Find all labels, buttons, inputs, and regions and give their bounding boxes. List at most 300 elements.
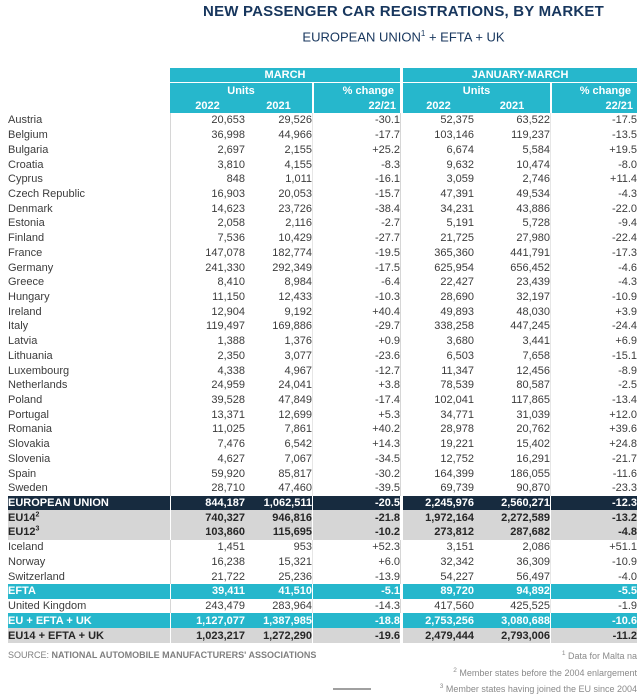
table-row — [8, 128, 637, 143]
row-label: Ireland — [8, 304, 170, 319]
bottom-rule-divider — [333, 688, 371, 690]
cell-jan-2022: 49,893 — [400, 304, 474, 319]
cell-march-2021: 1,011 — [245, 172, 312, 187]
cell-march-2021: 29,526 — [245, 113, 312, 128]
cell-jan-2021: 2,746 — [474, 172, 550, 187]
cell-jan-2021: 80,587 — [474, 378, 550, 393]
header-pct-march: % change — [312, 83, 400, 99]
cell-march-2022: 4,338 — [170, 363, 245, 378]
row-label: $EU14^2$ — [8, 510, 170, 525]
cell-march-2021: 169,886 — [245, 319, 312, 334]
cell-march-2022: 13,371 — [170, 407, 245, 422]
cell-jan-2022: 5,191 — [400, 216, 474, 231]
cell-jan-2022: 6,503 — [400, 349, 474, 364]
row-label: EU14 + EFTA + UK — [8, 628, 170, 643]
cell-jan-2021: 656,452 — [474, 260, 550, 275]
cell-march-2022: 7,476 — [170, 437, 245, 452]
cell-jan-pct: +11.4 — [550, 172, 637, 187]
cell-jan-2022: 6,674 — [400, 142, 474, 157]
table-row — [8, 628, 637, 643]
row-label: Norway — [8, 555, 170, 570]
footnote-1-sup: 1 — [561, 650, 566, 657]
table-row — [8, 569, 637, 584]
cell-march-pct: -13.9 — [312, 569, 400, 584]
cell-jan-2022: 2,753,256 — [400, 613, 474, 628]
header-year-march-2022: 2022 — [170, 99, 245, 113]
cell-jan-pct: -12.3 — [550, 496, 637, 511]
cell-jan-2022: 103,146 — [400, 128, 474, 143]
cell-march-pct: +6.0 — [312, 555, 400, 570]
cell-jan-pct: -10.9 — [550, 555, 637, 570]
cell-jan-2021: 31,039 — [474, 407, 550, 422]
footnote-2-sup: 2 — [453, 666, 457, 674]
cell-jan-2021: 49,534 — [474, 187, 550, 202]
row-label: EUROPEAN UNION — [8, 496, 170, 511]
cell-march-2022: 24,959 — [170, 378, 245, 393]
row-label: EU + EFTA + UK — [8, 613, 170, 628]
cell-jan-2022: 28,978 — [400, 422, 474, 437]
cell-march-pct: -21.8 — [312, 510, 400, 525]
header-years-row — [8, 99, 637, 113]
cell-jan-2022: 2,479,444 — [400, 628, 474, 643]
row-label: Lithuania — [8, 349, 170, 364]
table-row — [8, 187, 637, 202]
footnotes — [237, 647, 637, 697]
cell-jan-2022: 102,041 — [400, 393, 474, 408]
table-row — [8, 613, 637, 628]
header-year-march-2021: 2021 — [245, 99, 312, 113]
cell-jan-pct: -9.4 — [550, 216, 637, 231]
cell-jan-2021: 5,584 — [474, 142, 550, 157]
cell-jan-2022: 365,360 — [400, 245, 474, 260]
row-label: Portugal — [8, 407, 170, 422]
cell-jan-2021: 23,439 — [474, 275, 550, 290]
cell-march-pct: -15.7 — [312, 187, 400, 202]
cell-jan-2022: 3,059 — [400, 172, 474, 187]
cell-jan-2021: 56,497 — [474, 569, 550, 584]
cell-march-2022: 12,904 — [170, 304, 245, 319]
row-label: Iceland — [8, 540, 170, 555]
cell-jan-2022: 19,221 — [400, 437, 474, 452]
cell-jan-pct: -24.4 — [550, 319, 637, 334]
cell-jan-2021: 2,560,271 — [474, 496, 550, 511]
cell-march-2021: 4,155 — [245, 157, 312, 172]
table-row — [8, 349, 637, 364]
row-label: Poland — [8, 393, 170, 408]
footnote-3-text: Member states having joined the EU since 2004 — [443, 684, 637, 694]
cell-jan-2021: 425,525 — [474, 599, 550, 614]
cell-march-2022: 119,497 — [170, 319, 245, 334]
cell-march-2022: 2,350 — [170, 349, 245, 364]
header-pct-january-march: % change — [550, 83, 637, 99]
table-row — [8, 260, 637, 275]
cell-jan-pct: -10.9 — [550, 290, 637, 305]
cell-jan-2022: 78,539 — [400, 378, 474, 393]
cell-march-pct: +3.8 — [312, 378, 400, 393]
cell-jan-2022: 3,151 — [400, 540, 474, 555]
row-label: $EU12^3$ — [8, 525, 170, 540]
cell-march-2022: 16,903 — [170, 187, 245, 202]
cell-jan-2021: 36,309 — [474, 555, 550, 570]
table-row — [8, 231, 637, 246]
cell-jan-2021: 63,522 — [474, 113, 550, 128]
cell-jan-pct: -23.3 — [550, 481, 637, 496]
cell-march-2021: 2,116 — [245, 216, 312, 231]
cell-march-2022: 1,023,217 — [170, 628, 245, 643]
cell-jan-pct: -4.6 — [550, 260, 637, 275]
cell-jan-2021: 186,055 — [474, 466, 550, 481]
cell-jan-2022: 1,972,164 — [400, 510, 474, 525]
table-row — [8, 304, 637, 319]
cell-jan-2021: 441,791 — [474, 245, 550, 260]
cell-jan-2022: 11,347 — [400, 363, 474, 378]
cell-jan-pct: -22.4 — [550, 231, 637, 246]
cell-jan-2021: 32,197 — [474, 290, 550, 305]
cell-march-pct: -34.5 — [312, 452, 400, 467]
cell-jan-2021: 15,402 — [474, 437, 550, 452]
cell-march-pct: -30.2 — [312, 466, 400, 481]
cell-jan-pct: -13.4 — [550, 393, 637, 408]
cell-march-pct: -10.2 — [312, 525, 400, 540]
cell-march-2022: 21,722 — [170, 569, 245, 584]
cell-march-2021: 7,861 — [245, 422, 312, 437]
cell-march-2021: 12,699 — [245, 407, 312, 422]
cell-march-pct: +52.3 — [312, 540, 400, 555]
header-year-jan-2021: 2021 — [474, 99, 550, 113]
cell-march-2021: 15,321 — [245, 555, 312, 570]
subtitle-post: + EFTA + UK — [425, 29, 505, 45]
table-row — [8, 245, 637, 260]
table-row — [8, 319, 637, 334]
cell-march-2022: 844,187 — [170, 496, 245, 511]
cell-march-2021: 953 — [245, 540, 312, 555]
cell-jan-2021: 94,892 — [474, 584, 550, 599]
cell-march-pct: -10.3 — [312, 290, 400, 305]
table-row — [8, 201, 637, 216]
cell-jan-2021: 117,865 — [474, 393, 550, 408]
cell-march-pct: -19.6 — [312, 628, 400, 643]
row-label: Croatia — [8, 157, 170, 172]
cell-march-pct: -20.5 — [312, 496, 400, 511]
cell-jan-pct: -2.5 — [550, 378, 637, 393]
table-row — [8, 481, 637, 496]
cell-march-2022: 8,410 — [170, 275, 245, 290]
row-label: Hungary — [8, 290, 170, 305]
row-label: Latvia — [8, 334, 170, 349]
subtitle-pre: EUROPEAN UNION — [302, 29, 421, 45]
row-label: United Kingdom — [8, 599, 170, 614]
cell-jan-2021: 16,291 — [474, 452, 550, 467]
cell-march-2021: 2,155 — [245, 142, 312, 157]
cell-march-2021: 1,062,511 — [245, 496, 312, 511]
table-row — [8, 407, 637, 422]
source-prefix: SOURCE: — [8, 650, 52, 660]
row-label: Germany — [8, 260, 170, 275]
cell-jan-2022: 164,399 — [400, 466, 474, 481]
cell-march-2021: 23,726 — [245, 201, 312, 216]
cell-jan-pct: +24.8 — [550, 437, 637, 452]
cell-march-pct: -8.3 — [312, 157, 400, 172]
cell-march-2021: 4,967 — [245, 363, 312, 378]
table-row — [8, 466, 637, 481]
cell-jan-2021: 2,793,006 — [474, 628, 550, 643]
cell-march-pct: -27.7 — [312, 231, 400, 246]
header-units-january-march: Units — [400, 83, 550, 99]
cell-jan-2022: 273,812 — [400, 525, 474, 540]
cell-march-2021: 1,387,985 — [245, 613, 312, 628]
cell-jan-2022: 69,739 — [400, 481, 474, 496]
cell-jan-2021: 2,272,589 — [474, 510, 550, 525]
page-subtitle — [168, 26, 639, 45]
cell-jan-2021: 3,441 — [474, 334, 550, 349]
header-empty-cell — [8, 99, 170, 113]
cell-march-pct: +40.4 — [312, 304, 400, 319]
table-row — [8, 393, 637, 408]
cell-march-pct: +5.3 — [312, 407, 400, 422]
header-year-jan-2022: 2022 — [400, 99, 474, 113]
cell-march-2022: 28,710 — [170, 481, 245, 496]
row-label: France — [8, 245, 170, 260]
cell-march-pct: -12.7 — [312, 363, 400, 378]
cell-march-pct: +0.9 — [312, 334, 400, 349]
cell-march-2021: 182,774 — [245, 245, 312, 260]
row-label: Denmark — [8, 201, 170, 216]
cell-jan-pct: -17.5 — [550, 113, 637, 128]
table-row — [8, 275, 637, 290]
cell-jan-pct: -8.9 — [550, 363, 637, 378]
row-label: Spain — [8, 466, 170, 481]
table-row — [8, 525, 637, 540]
cell-march-2022: 1,388 — [170, 334, 245, 349]
row-label: Austria — [8, 113, 170, 128]
row-label: Finland — [8, 231, 170, 246]
row-label: Czech Republic — [8, 187, 170, 202]
cell-jan-pct: -17.3 — [550, 245, 637, 260]
cell-jan-2022: 22,427 — [400, 275, 474, 290]
cell-jan-2022: 3,680 — [400, 334, 474, 349]
row-label: Sweden — [8, 481, 170, 496]
cell-march-2021: 3,077 — [245, 349, 312, 364]
table-body — [8, 113, 637, 643]
table-row — [8, 510, 637, 525]
header-group-row — [8, 68, 637, 83]
cell-jan-2021: 447,245 — [474, 319, 550, 334]
cell-march-2022: 740,327 — [170, 510, 245, 525]
cell-jan-pct: -4.3 — [550, 187, 637, 202]
table-row — [8, 290, 637, 305]
cell-jan-2022: 28,690 — [400, 290, 474, 305]
cell-march-2022: 2,697 — [170, 142, 245, 157]
header-group-january-march: JANUARY-MARCH — [400, 68, 637, 83]
cell-march-2021: 6,542 — [245, 437, 312, 452]
cell-jan-2021: 287,682 — [474, 525, 550, 540]
cell-jan-pct: -5.5 — [550, 584, 637, 599]
cell-march-2021: 9,192 — [245, 304, 312, 319]
cell-jan-2021: 12,456 — [474, 363, 550, 378]
cell-march-2022: 7,536 — [170, 231, 245, 246]
cell-march-2021: 47,460 — [245, 481, 312, 496]
registrations-table — [8, 68, 637, 643]
table-row — [8, 452, 637, 467]
cell-march-pct: -18.8 — [312, 613, 400, 628]
cell-march-2021: 7,067 — [245, 452, 312, 467]
source-text: NATIONAL AUTOMOBILE MANUFACTURERS' ASSOCIATIONS — [51, 650, 317, 660]
cell-jan-2021: 119,237 — [474, 128, 550, 143]
cell-jan-pct: -21.7 — [550, 452, 637, 467]
cell-march-pct: -16.1 — [312, 172, 400, 187]
cell-march-2021: 12,433 — [245, 290, 312, 305]
header-units-march: Units — [170, 83, 312, 99]
subtitle-superscript: 1 — [420, 29, 426, 38]
cell-march-2021: 24,041 — [245, 378, 312, 393]
cell-march-2021: 292,349 — [245, 260, 312, 275]
row-label: Estonia — [8, 216, 170, 231]
table-row — [8, 555, 637, 570]
cell-jan-2021: 2,086 — [474, 540, 550, 555]
cell-march-2022: 103,860 — [170, 525, 245, 540]
cell-jan-2022: 9,632 — [400, 157, 474, 172]
cell-march-pct: -14.3 — [312, 599, 400, 614]
row-label: Romania — [8, 422, 170, 437]
table-row — [8, 540, 637, 555]
cell-jan-pct: -4.8 — [550, 525, 637, 540]
heading — [168, 3, 639, 45]
cell-march-pct: -5.1 — [312, 584, 400, 599]
footnote-3-sup: 3 — [439, 683, 444, 690]
table-row — [8, 378, 637, 393]
cell-jan-2021: 10,474 — [474, 157, 550, 172]
header-units-row — [8, 83, 637, 99]
cell-march-pct: -17.7 — [312, 128, 400, 143]
cell-march-pct: -39.5 — [312, 481, 400, 496]
cell-march-2022: 243,479 — [170, 599, 245, 614]
cell-march-pct: -30.1 — [312, 113, 400, 128]
cell-march-2022: 39,411 — [170, 584, 245, 599]
header-empty-cell — [8, 68, 170, 83]
footnote-2 — [237, 664, 637, 681]
header-empty-cell — [8, 83, 170, 99]
cell-jan-2021: 20,762 — [474, 422, 550, 437]
table-row — [8, 363, 637, 378]
cell-jan-2021: 27,980 — [474, 231, 550, 246]
cell-jan-2022: 2,245,976 — [400, 496, 474, 511]
cell-jan-2022: 52,375 — [400, 113, 474, 128]
header-pct-sub-jan: 22/21 — [550, 99, 637, 113]
table-row — [8, 172, 637, 187]
footnote-3 — [237, 680, 637, 697]
cell-jan-pct: -4.3 — [550, 275, 637, 290]
cell-march-2021: 1,272,290 — [245, 628, 312, 643]
cell-jan-pct: -15.1 — [550, 349, 637, 364]
header-pct-sub-march: 22/21 — [312, 99, 400, 113]
footnote-1 — [237, 647, 637, 664]
cell-march-pct: +25.2 — [312, 142, 400, 157]
cell-jan-pct: -10.6 — [550, 613, 637, 628]
cell-jan-2022: 338,258 — [400, 319, 474, 334]
cell-jan-2022: 32,342 — [400, 555, 474, 570]
cell-march-2022: 3,810 — [170, 157, 245, 172]
cell-march-pct: -23.6 — [312, 349, 400, 364]
row-label-superscript: 2 — [35, 511, 40, 519]
table-row — [8, 584, 637, 599]
cell-march-2022: 14,623 — [170, 201, 245, 216]
row-label: Italy — [8, 319, 170, 334]
row-label: Luxembourg — [8, 363, 170, 378]
cell-march-2022: 11,025 — [170, 422, 245, 437]
cell-jan-2022: 34,771 — [400, 407, 474, 422]
cell-march-2022: 848 — [170, 172, 245, 187]
cell-march-pct: -17.5 — [312, 260, 400, 275]
cell-jan-pct: +6.9 — [550, 334, 637, 349]
cell-march-pct: -29.7 — [312, 319, 400, 334]
row-label: EFTA — [8, 584, 170, 599]
cell-march-2021: 10,429 — [245, 231, 312, 246]
cell-march-pct: -38.4 — [312, 201, 400, 216]
cell-jan-2021: 3,080,688 — [474, 613, 550, 628]
cell-march-2021: 25,236 — [245, 569, 312, 584]
cell-march-2021: 1,376 — [245, 334, 312, 349]
table-row — [8, 142, 637, 157]
row-label: Slovakia — [8, 437, 170, 452]
cell-march-2022: 147,078 — [170, 245, 245, 260]
table-row — [8, 422, 637, 437]
cell-march-2021: 283,964 — [245, 599, 312, 614]
cell-march-2021: 41,510 — [245, 584, 312, 599]
cell-jan-2021: 5,728 — [474, 216, 550, 231]
cell-jan-2022: 54,227 — [400, 569, 474, 584]
cell-jan-pct: -11.6 — [550, 466, 637, 481]
cell-jan-2022: 625,954 — [400, 260, 474, 275]
cell-march-2022: 36,998 — [170, 128, 245, 143]
table-row — [8, 599, 637, 614]
cell-jan-pct: +19.5 — [550, 142, 637, 157]
cell-march-2022: 1,127,077 — [170, 613, 245, 628]
cell-jan-2022: 12,752 — [400, 452, 474, 467]
row-label: Cyprus — [8, 172, 170, 187]
cell-jan-pct: -13.2 — [550, 510, 637, 525]
table-row — [8, 496, 637, 511]
cell-march-pct: +40.2 — [312, 422, 400, 437]
cell-march-pct: -17.4 — [312, 393, 400, 408]
footnote-2-text: Member states before the 2004 enlargement — [456, 667, 637, 678]
cell-jan-pct: -8.0 — [550, 157, 637, 172]
cell-march-2022: 16,238 — [170, 555, 245, 570]
cell-jan-2021: 48,030 — [474, 304, 550, 319]
cell-jan-pct: -4.0 — [550, 569, 637, 584]
cell-march-2022: 59,920 — [170, 466, 245, 481]
cell-jan-pct: +12.0 — [550, 407, 637, 422]
cell-march-pct: -2.7 — [312, 216, 400, 231]
table-row — [8, 216, 637, 231]
cell-jan-2021: 7,658 — [474, 349, 550, 364]
cell-march-2021: 946,816 — [245, 510, 312, 525]
cell-jan-2022: 417,560 — [400, 599, 474, 614]
cell-jan-2022: 21,725 — [400, 231, 474, 246]
row-label-superscript: 3 — [35, 525, 40, 533]
cell-jan-pct: +39.6 — [550, 422, 637, 437]
cell-march-2022: 4,627 — [170, 452, 245, 467]
cell-march-2022: 11,150 — [170, 290, 245, 305]
row-label: Slovenia — [8, 452, 170, 467]
cell-jan-2022: 47,391 — [400, 187, 474, 202]
cell-march-2022: 20,653 — [170, 113, 245, 128]
cell-jan-2021: 43,886 — [474, 201, 550, 216]
row-label: Belgium — [8, 128, 170, 143]
cell-march-2021: 85,817 — [245, 466, 312, 481]
cell-jan-pct: +3.9 — [550, 304, 637, 319]
table-header — [8, 68, 637, 113]
cell-march-pct: -6.4 — [312, 275, 400, 290]
